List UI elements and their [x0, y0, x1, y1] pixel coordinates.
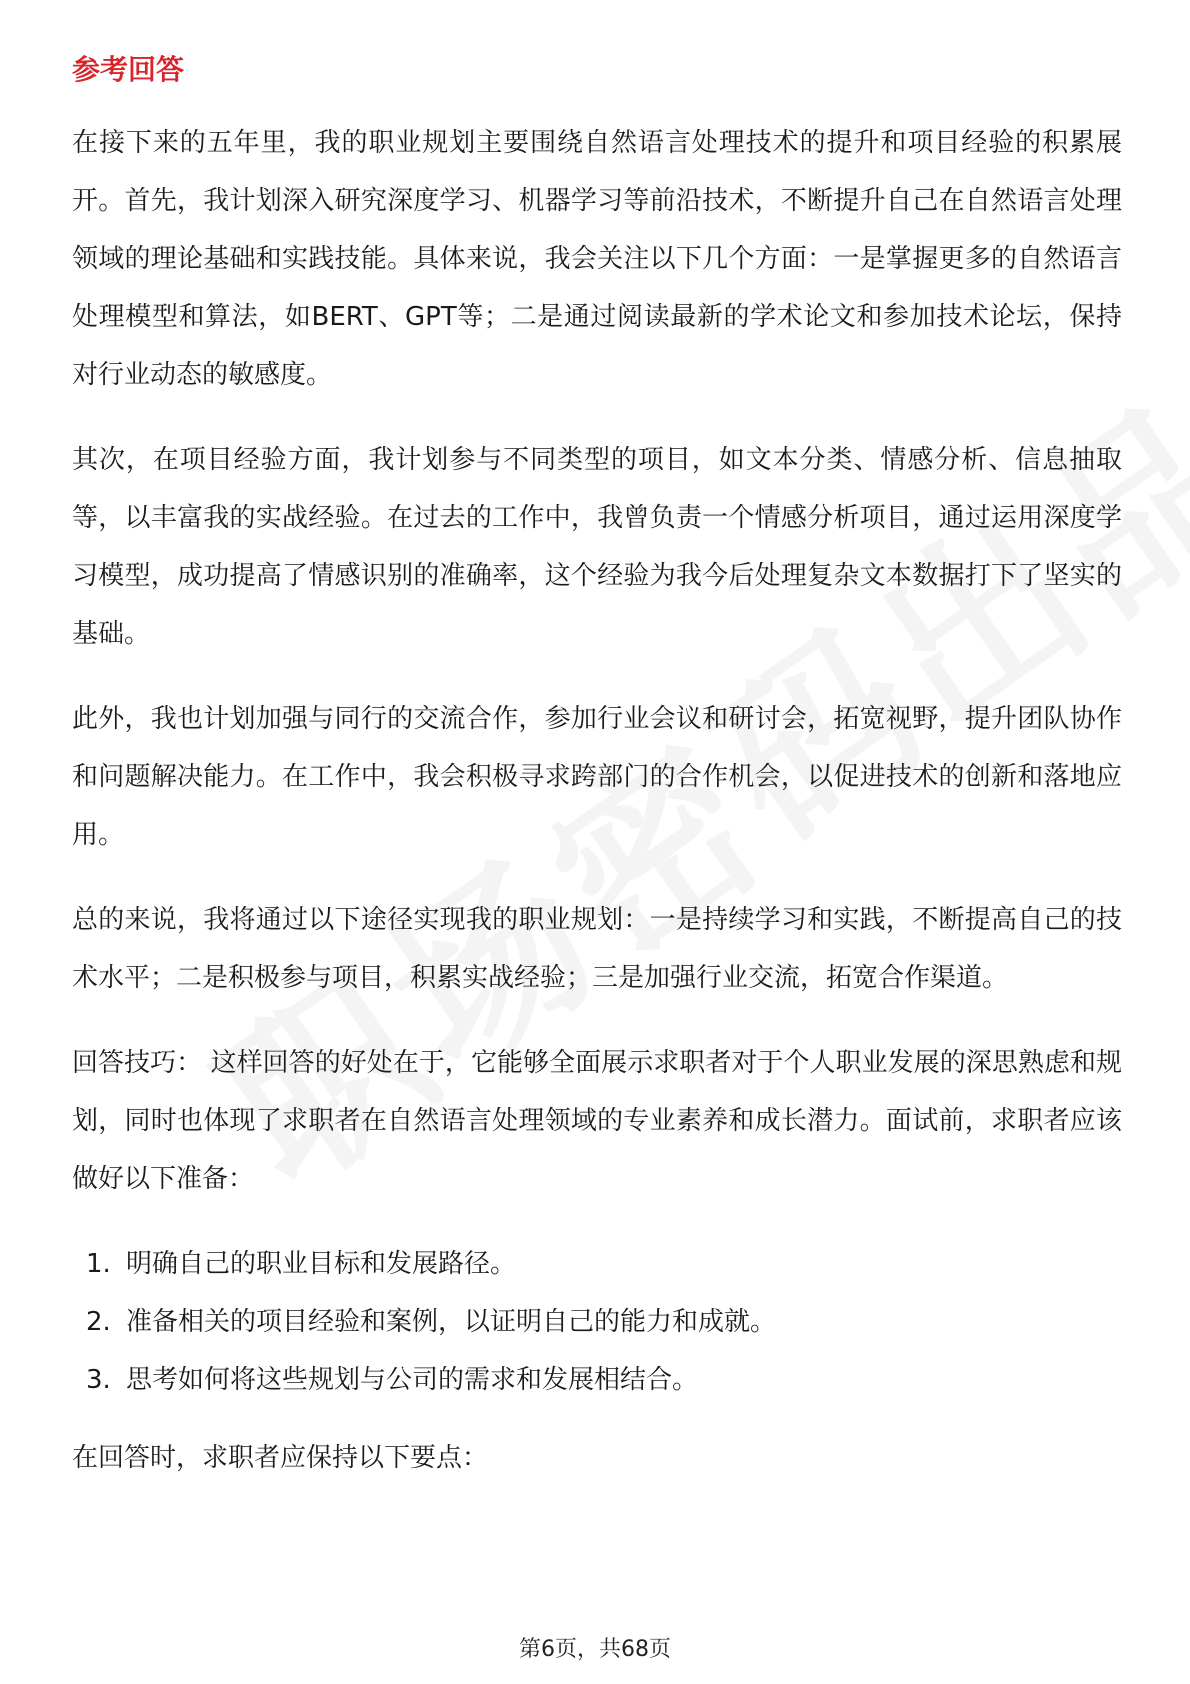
- list-item-number: 3.: [86, 1365, 111, 1395]
- page-content: [72, 48, 1122, 1514]
- paragraph-2: 其次，在项目经验方面，我计划参与不同类型的项目，如文本分类、情感分析、信息抽取等，以丰富我的实战经验。在过去的工作中，我曾负责一个情感分析项目，通过运用深度学习模型，成功提高了情感识别的准确率，这个经验为我今后处理复杂文本数据打下了坚实的基础。: [72, 445, 1122, 649]
- list-item-text: 明确自己的职业目标和发展路径。: [126, 1249, 517, 1279]
- page-number: 第6页，共68页: [519, 1637, 671, 1662]
- closing-line: 在回答时，求职者应保持以下要点：: [72, 1443, 489, 1473]
- list-item: [72, 1293, 1122, 1351]
- paragraph-4: 总的来说，我将通过以下途径实现我的职业规划：一是持续学习和实践，不断提高自己的技术水平；二是积极参与项目，积累实战经验；三是加强行业交流，拓宽合作渠道。: [72, 905, 1122, 993]
- list-item-text: 思考如何将这些规划与公司的需求和发展相结合。: [126, 1365, 699, 1395]
- list-item-number: 1.: [86, 1249, 111, 1279]
- list-item-text: 准备相关的项目经验和案例，以证明自己的能力和成就。: [126, 1307, 777, 1337]
- list-item: [72, 1235, 1122, 1293]
- paragraph-tips: 回答技巧： 这样回答的好处在于，它能够全面展示求职者对于个人职业发展的深思熟虑和规划，同时也体现了求职者在自然语言处理领域的专业素养和成长潜力。面试前，求职者应该做好以下准备：: [72, 1048, 1122, 1194]
- list-item: [72, 1351, 1122, 1409]
- section-heading: 参考回答: [72, 53, 185, 86]
- list-item-number: 2.: [86, 1307, 111, 1337]
- paragraph-3: 此外，我也计划加强与同行的交流合作，参加行业会议和研讨会，拓宽视野，提升团队协作和问题解决能力。在工作中，我会积极寻求跨部门的合作机会，以促进技术的创新和落地应用。: [72, 704, 1122, 850]
- preparation-list: [72, 1235, 1122, 1409]
- paragraph-1: 在接下来的五年里，我的职业规划主要围绕自然语言处理技术的提升和项目经验的积累展开。首先，我计划深入研究深度学习、机器学习等前沿技术，不断提升自己在自然语言处理领域的理论基础和实践技能。具体来说，我会关注以下几个方面：一是掌握更多的自然语言处理模型和算法，如BERT、GPT等；二是通过阅读最新的学术论文和参加技术论坛，保持对行业动态的敏感度。: [72, 128, 1122, 390]
